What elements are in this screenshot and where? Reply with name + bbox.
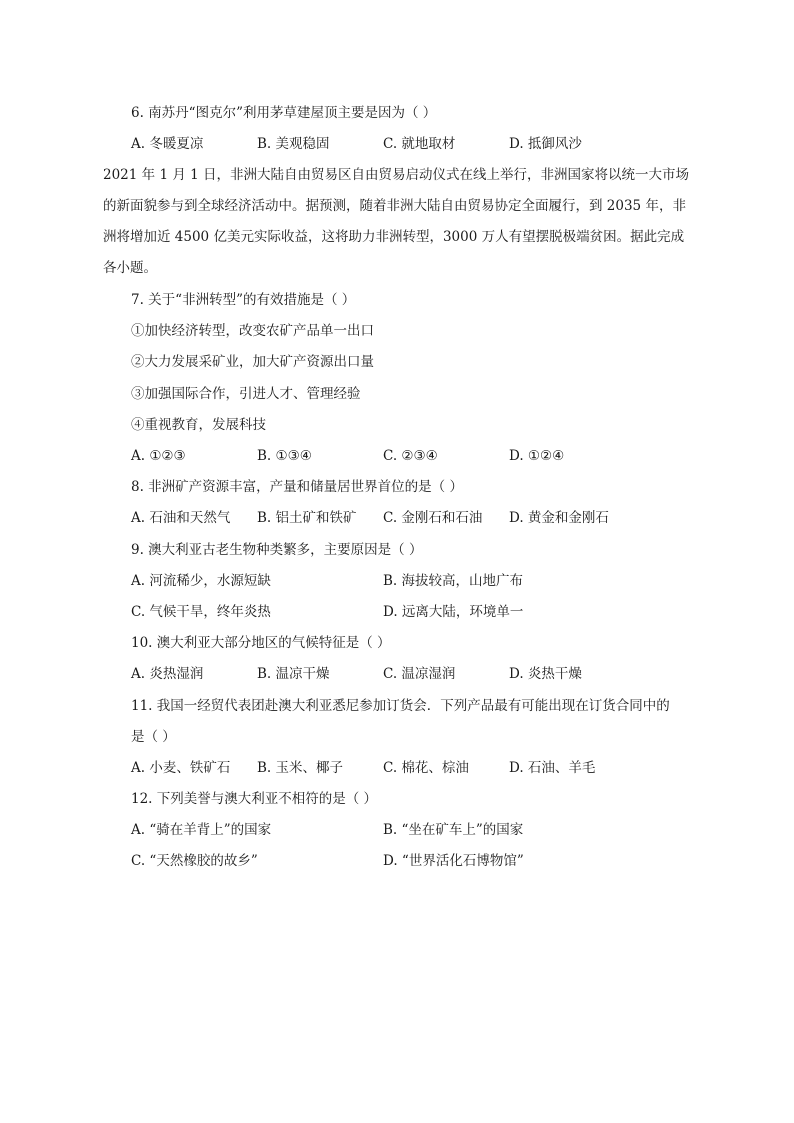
question-7-statement-1: ①加快经济转型，改变农矿产品单一出口 bbox=[131, 323, 374, 339]
question-7-statement-2: ②大力发展采矿业，加大矿产资源出口量 bbox=[131, 354, 374, 370]
question-11-option-d: D. 石油、羊毛 bbox=[509, 760, 596, 776]
question-7-stem: 7. 关于“非洲转型”的有效措施是（ ） bbox=[131, 292, 356, 308]
question-8-option-a: A. 石油和天然气 bbox=[131, 510, 231, 526]
question-12-option-c: C. “天然橡胶的故乡” bbox=[131, 853, 258, 869]
question-10-option-c: C. 温凉湿润 bbox=[383, 666, 456, 682]
passage-line: 各小题。 bbox=[103, 260, 157, 276]
question-11-option-b: B. 玉米、椰子 bbox=[257, 760, 344, 776]
question-10-option-b: B. 温凉干燥 bbox=[257, 666, 330, 682]
question-8-option-d: D. 黄金和金刚石 bbox=[509, 510, 609, 526]
passage-line: 洲将增加近 4500 亿美元实际收益，这将助力非洲转型，3000 万人有望摆脱极端贫困。据此完成 bbox=[103, 229, 685, 245]
question-8-option-c: C. 金刚石和石油 bbox=[383, 510, 483, 526]
question-6-stem: 6. 南苏丹“图克尔”利用茅草建屋顶主要是因为（ ） bbox=[131, 105, 437, 121]
question-12-option-d: D. “世界活化石博物馆” bbox=[383, 853, 524, 869]
passage-line: 2021 年 1 月 1 日，非洲大陆自由贸易区自由贸易启动仪式在线上举行，非洲国家将以统一大市场 bbox=[103, 167, 689, 183]
question-10-option-d: D. 炎热干燥 bbox=[509, 666, 582, 682]
question-6-option-a: A. 冬暖夏凉 bbox=[131, 136, 204, 152]
question-9-option-c: C. 气候干旱，终年炎热 bbox=[131, 604, 271, 620]
question-11-stem: 11. 我国一经贸代表团赴澳大利亚悉尼参加订货会．下列产品最有可能出现在订货合同中的 bbox=[131, 698, 670, 714]
question-9-option-a: A. 河流稀少，水源短缺 bbox=[131, 573, 271, 589]
question-6-option-c: C. 就地取材 bbox=[383, 136, 456, 152]
question-11-option-c: C. 棉花、棕油 bbox=[383, 760, 469, 776]
question-8-stem: 8. 非洲矿产资源丰富，产量和储量居世界首位的是（ ） bbox=[131, 479, 463, 495]
question-7-option-a: A. ①②③ bbox=[131, 448, 186, 464]
question-9-stem: 9. 澳大利亚古老生物种类繁多，主要原因是（ ） bbox=[131, 542, 423, 558]
passage-line: 的新面貌参与到全球经济活动中。据预测，随着非洲大陆自由贸易协定全面履行，到 2035 年，非 bbox=[103, 198, 686, 214]
question-7-statement-3: ③加强国际合作，引进人才、管理经验 bbox=[131, 386, 361, 402]
question-12-stem: 12. 下列美誉与澳大利亚不相符的是（ ） bbox=[131, 791, 378, 807]
question-6-option-b: B. 美观稳固 bbox=[257, 136, 330, 152]
question-9-option-b: B. 海拔较高，山地广布 bbox=[383, 573, 524, 589]
question-9-option-d: D. 远离大陆，环境单一 bbox=[383, 604, 524, 620]
question-10-stem: 10. 澳大利亚大部分地区的气候特征是（ ） bbox=[131, 635, 391, 651]
question-7-option-d: D. ①②④ bbox=[509, 448, 565, 464]
question-6-option-d: D. 抵御风沙 bbox=[509, 136, 582, 152]
question-7-statement-4: ④重视教育，发展科技 bbox=[131, 417, 266, 433]
question-7-option-b: B. ①③④ bbox=[257, 448, 312, 464]
question-7-option-c: C. ②③④ bbox=[383, 448, 438, 464]
question-12-option-a: A. “骑在羊背上”的国家 bbox=[131, 822, 272, 838]
question-11-stem-continued: 是（ ） bbox=[131, 729, 176, 745]
question-11-option-a: A. 小麦、铁矿石 bbox=[131, 760, 231, 776]
question-10-option-a: A. 炎热湿润 bbox=[131, 666, 204, 682]
question-12-option-b: B. “坐在矿车上”的国家 bbox=[383, 822, 524, 838]
question-8-option-b: B. 铝土矿和铁矿 bbox=[257, 510, 357, 526]
